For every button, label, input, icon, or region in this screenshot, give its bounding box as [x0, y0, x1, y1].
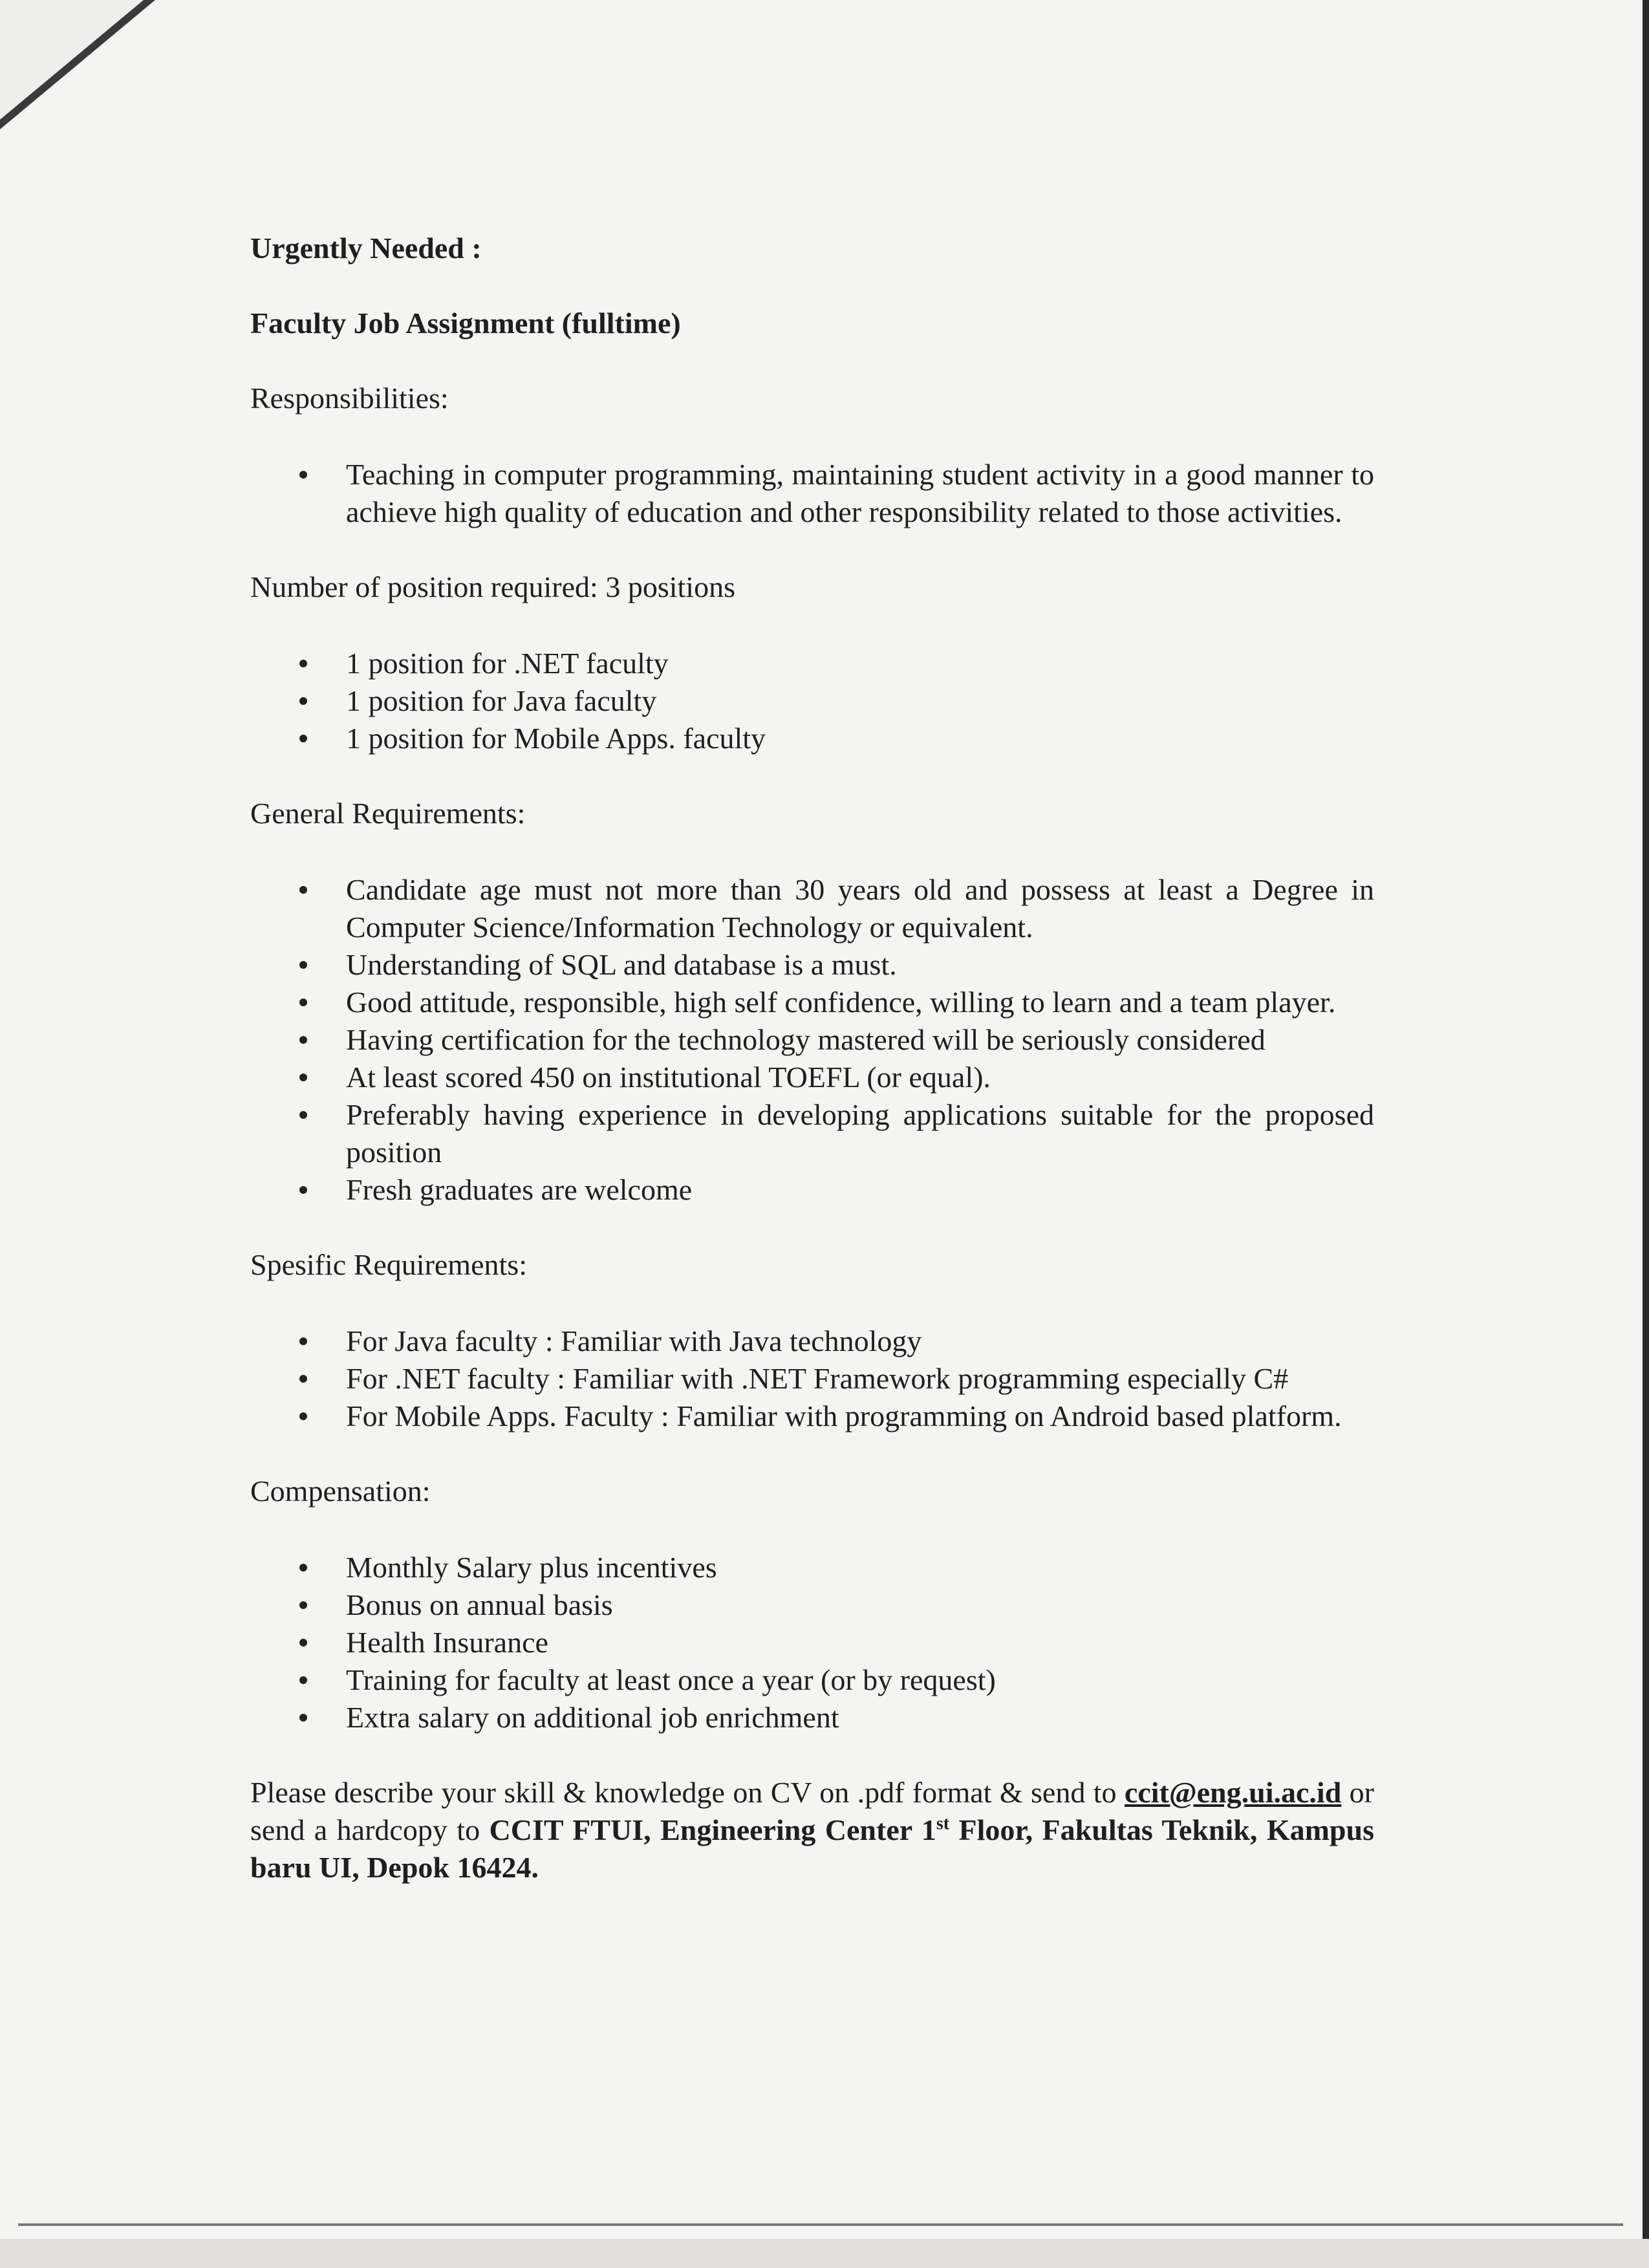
bullet-icon	[299, 1074, 307, 1081]
list-item: For .NET faculty : Familiar with .NET Framework programming especially C#	[250, 1360, 1374, 1398]
scan-bottom-strip	[0, 2239, 1649, 2268]
bullet-icon	[299, 961, 307, 969]
address-sup: st	[936, 1813, 950, 1834]
folded-corner-paper	[0, 0, 144, 120]
bullet-icon	[299, 697, 307, 705]
bullet-icon	[299, 471, 307, 479]
responsibilities-list	[250, 456, 1374, 531]
list-item: Monthly Salary plus incentives	[250, 1549, 1374, 1586]
job-posting	[250, 230, 1374, 1886]
scan-edge-shadow	[1643, 0, 1649, 2268]
contact-email: ccit@eng.ui.ac.id	[1124, 1776, 1342, 1809]
list-item: 1 position for Java faculty	[250, 682, 1374, 720]
address-part1: CCIT FTUI, Engineering Center 1	[489, 1813, 936, 1846]
list-item: Extra salary on additional job enrichment	[250, 1699, 1374, 1736]
bullet-icon	[299, 735, 307, 742]
closing-paragraph	[250, 1774, 1374, 1886]
specific-requirements-list	[250, 1323, 1374, 1435]
bullet-icon	[299, 1676, 307, 1684]
list-item: For Mobile Apps. Faculty : Familiar with programming on Android based platform.	[250, 1398, 1374, 1435]
closing-intro: Please describe your skill & knowledge on CV on .pdf format & send to	[250, 1776, 1125, 1809]
list-item: Candidate age must not more than 30 years old and possess at least a Degree in Computer Science/Information Technology or equivalent.	[250, 871, 1374, 946]
compensation-heading: Compensation:	[250, 1474, 431, 1507]
page-title: Urgently Needed :	[250, 232, 482, 265]
list-item: Having certification for the technology mastered will be seriously considered	[250, 1021, 1374, 1059]
bullet-icon	[299, 1564, 307, 1571]
general-requirements-heading: General Requirements:	[250, 797, 526, 830]
list-item: Good attitude, responsible, high self confidence, willing to learn and a team player.	[250, 984, 1374, 1021]
list-item: Fresh graduates are welcome	[250, 1171, 1374, 1209]
list-item: Preferably having experience in developing applications suitable for the proposed position	[250, 1096, 1374, 1171]
bullet-icon	[299, 1375, 307, 1383]
responsibilities-heading: Responsibilities:	[250, 382, 449, 415]
list-item: Understanding of SQL and database is a must.	[250, 946, 1374, 984]
closing-middle: or send a hardcopy to	[250, 1776, 1374, 1846]
bullet-icon	[299, 886, 307, 894]
bullet-icon	[299, 1714, 307, 1722]
bottom-rule	[18, 2223, 1623, 2226]
bullet-icon	[299, 1036, 307, 1044]
bullet-icon	[299, 1111, 307, 1119]
bullet-icon	[299, 1412, 307, 1420]
list-item: At least scored 450 on institutional TOEFL (or equal).	[250, 1059, 1374, 1096]
bullet-icon	[299, 1639, 307, 1647]
bullet-icon	[299, 1186, 307, 1194]
list-item: Teaching in computer programming, maintaining student activity in a good manner to achieve high quality of education and other responsibility related to those activities.	[250, 456, 1374, 531]
specific-requirements-heading: Spesific Requirements:	[250, 1248, 527, 1281]
list-item: 1 position for .NET faculty	[250, 645, 1374, 682]
bullet-icon	[299, 1337, 307, 1345]
bullet-icon	[299, 1601, 307, 1609]
list-item: 1 position for Mobile Apps. faculty	[250, 720, 1374, 757]
job-title: Faculty Job Assignment (fulltime)	[250, 307, 681, 340]
bullet-icon	[299, 660, 307, 667]
list-item: Bonus on annual basis	[250, 1586, 1374, 1624]
compensation-list	[250, 1549, 1374, 1736]
bullet-icon	[299, 999, 307, 1006]
address-part2: Floor, Fakultas Teknik, Kampus baru UI, Depok 16424.	[250, 1813, 1374, 1884]
general-requirements-list	[250, 871, 1374, 1209]
positions-list	[250, 645, 1374, 757]
list-item: For Java faculty : Familiar with Java technology	[250, 1323, 1374, 1360]
list-item: Training for faculty at least once a year (or by request)	[250, 1661, 1374, 1699]
list-item: Health Insurance	[250, 1624, 1374, 1661]
positions-heading: Number of position required: 3 positions	[250, 570, 735, 603]
